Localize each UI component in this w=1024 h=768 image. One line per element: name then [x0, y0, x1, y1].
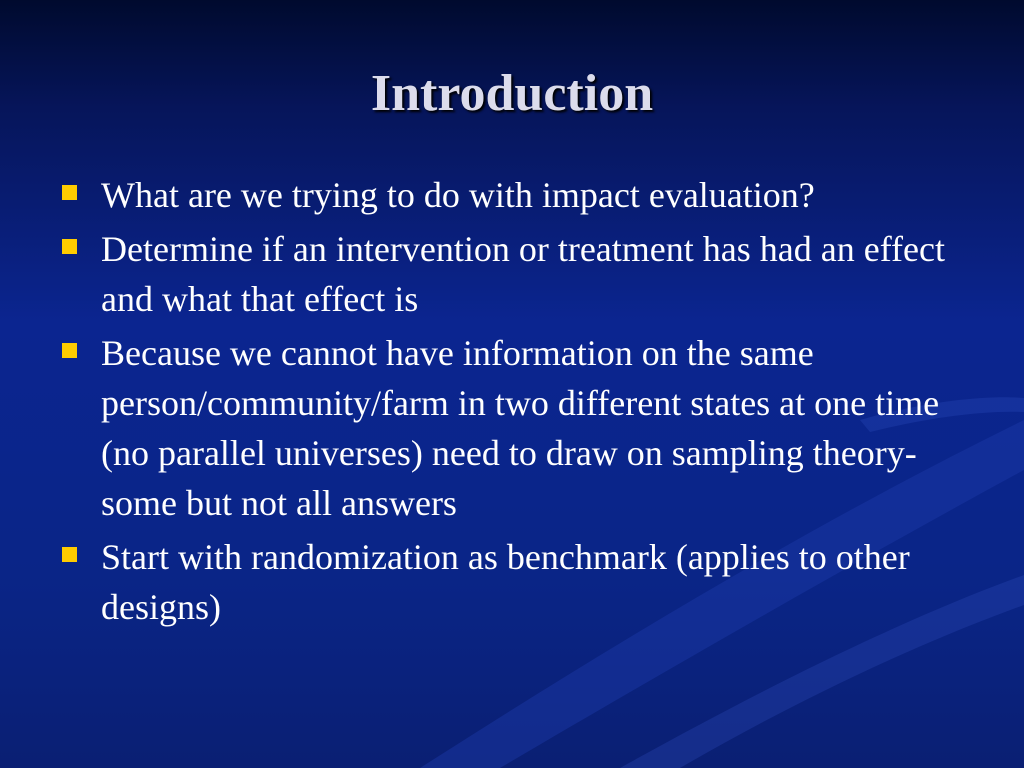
- square-bullet-icon: [62, 547, 77, 562]
- square-bullet-icon: [62, 185, 77, 200]
- square-bullet-icon: [62, 239, 77, 254]
- square-bullet-icon: [62, 343, 77, 358]
- bullet-item: [62, 224, 962, 324]
- bullet-text: Because we cannot have information on the same person/community/farm in two different states at one time (no parallel universes) need to draw on sampling theory-some but not all answers: [101, 333, 940, 523]
- bullet-text: What are we trying to do with impact evaluation?: [101, 175, 815, 215]
- bullet-item: [62, 170, 962, 220]
- bullet-text: Start with randomization as benchmark (applies to other designs): [101, 537, 910, 627]
- slide-title: Introduction: [370, 65, 654, 122]
- bullet-text: Determine if an intervention or treatment has had an effect and what that effect is: [101, 229, 945, 319]
- bullet-list: [62, 170, 962, 636]
- bullet-item: [62, 328, 962, 528]
- bullet-item: [62, 532, 962, 632]
